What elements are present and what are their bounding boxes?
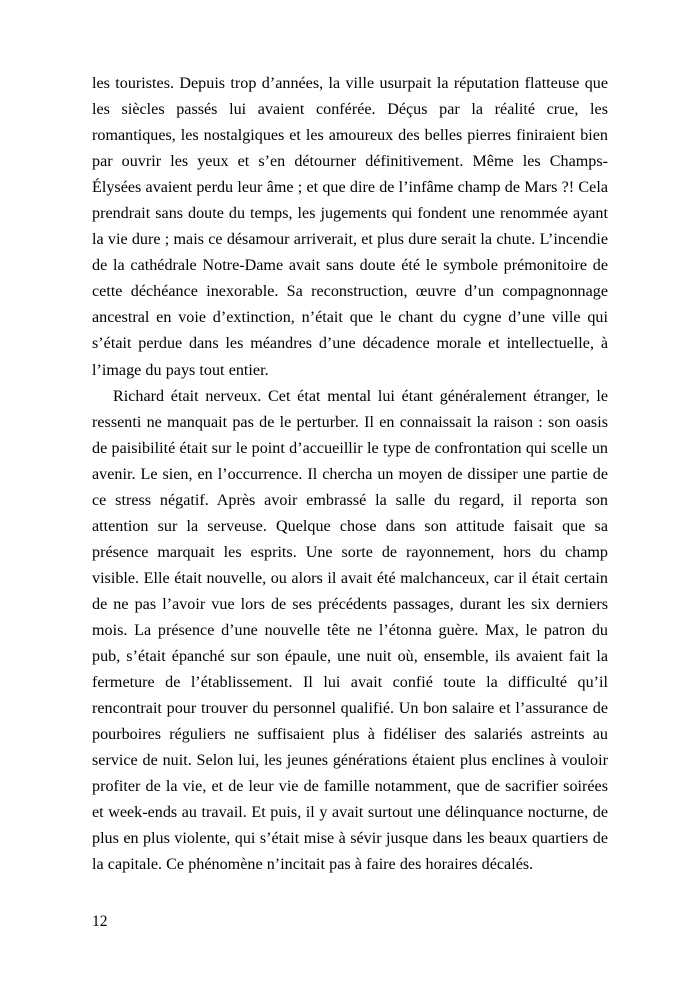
body-paragraph-1: les touristes. Depuis trop d’années, la ville usurpait la réputation flatteuse que les siècles passés lui avaient conférée. Déçus par la réalité crue, les romantiques, les nostalgiques et les amoureux des belles pierres finiraient bien par ouvrir les yeux et s’en détourner définitivement. Même les Champs-Élysées avaient perdu leur âme ; et que dire de l’infâme champ de Mars ?! Cela prendrait sans doute du temps, les jugements qui fondent une renommée ayant la vie dure ; mais ce désamour arriverait, et plus dure serait la chute. L’incendie de la cathédrale Notre-Dame avait sans doute été le symbole prémonitoire de cette déchéance inexorable. Sa reconstruction, œuvre d’un compagnonnage ancestral en voie d’extinction, n’était que le chant du cygne d’une ville qui s’était perdue dans les méandres d’une décadence morale et intellectuelle, à l’image du pays tout entier. — [92, 75, 608, 379]
body-paragraph-2: Richard était nerveux. Cet état mental lui étant généralement étranger, le ressenti ne manquait pas de le perturber. Il en connaissait la raison : son oasis de paisibilité était sur le point d’accueillir le type de confrontation qui scelle un avenir. Le sien, en l’occurrence. Il chercha un moyen de dissiper une partie de ce stress négatif. Après avoir embrassé la salle du regard, il reporta son attention sur la serveuse. Quelque chose dans son attitude faisait que sa présence marquait les esprits. Une sorte de rayonnement, hors du champ visible. Elle était nouvelle, ou alors il avait été malchanceux, car il était certain de ne pas l’avoir vue lors de ses précédents passages, durant les six derniers mois. La présence d’une nouvelle tête ne l’étonna guère. Max, le patron du pub, s’était épanché sur son épaule, une nuit où, ensemble, ils avaient fait la fermeture de l’établissement. Il lui avait confié toute la difficulté qu’il rencontrait pour trouver du personnel qualifié. Un bon salaire et l’assurance de pourboires réguliers ne suffisaient plus à fidéliser des salariés astreints au service de nuit. Selon lui, les jeunes générations étaient plus enclines à vouloir profiter de la vie, et de leur vie de famille notamment, que de sacrifier soirées et week-ends au travail. Et puis, il y avait surtout une délinquance nocturne, de plus en plus violente, qui s’était mise à sévir jusque dans les beaux quartiers de la capitale. Ce phénomène n’incitait pas à faire des horaires décalés. — [92, 387, 608, 874]
page-text-body — [92, 71, 608, 878]
page-number: 12 — [92, 913, 108, 930]
